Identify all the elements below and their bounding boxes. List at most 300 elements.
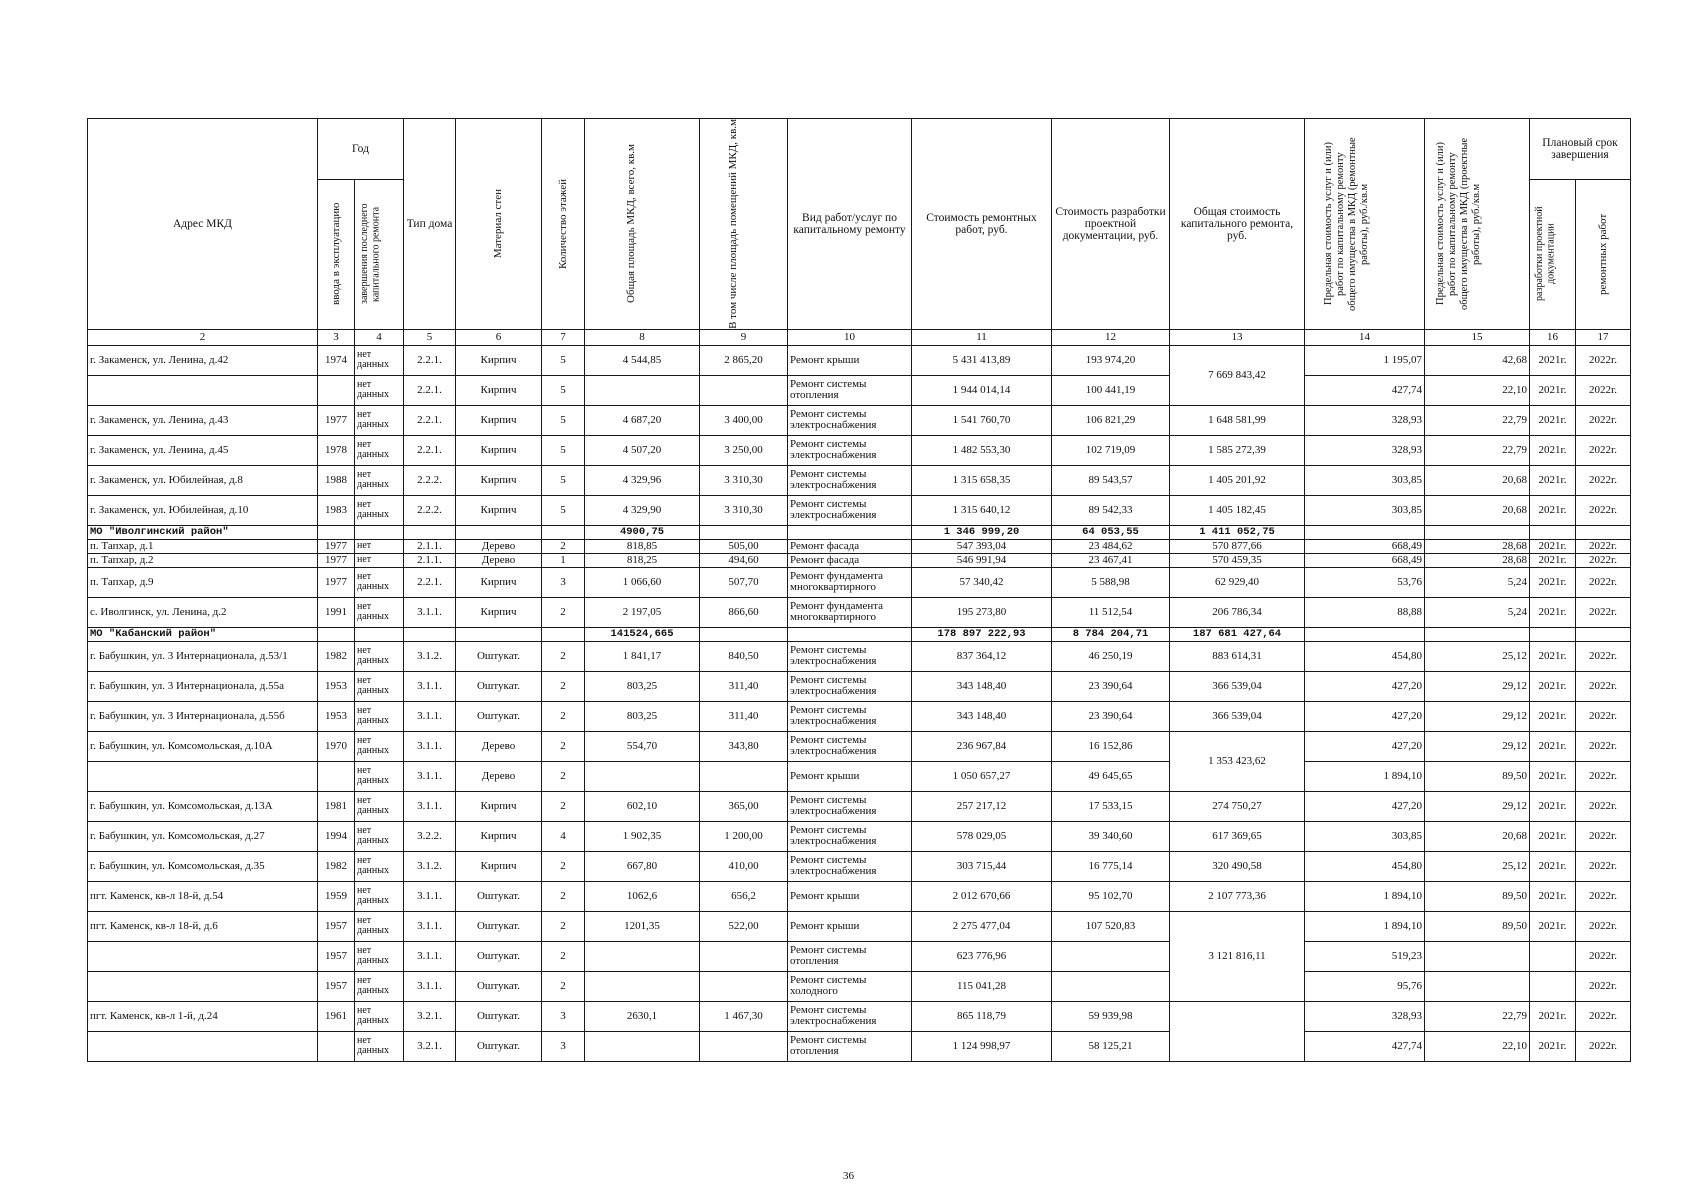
repair-cost-cell: 547 393,04 bbox=[912, 539, 1052, 553]
table-row bbox=[88, 641, 1631, 671]
total-cost-cell: 274 750,27 bbox=[1170, 791, 1305, 821]
empty-cell bbox=[1530, 627, 1576, 641]
floors-cell: 2 bbox=[542, 761, 585, 791]
premises-area-cell: 2 865,20 bbox=[700, 345, 788, 375]
total-area-cell: 803,25 bbox=[585, 671, 700, 701]
wall-material-cell: Кирпич bbox=[456, 567, 542, 597]
year-commission-cell bbox=[318, 761, 355, 791]
table-row bbox=[88, 731, 1631, 761]
repair-cost-cell: 303 715,44 bbox=[912, 851, 1052, 881]
repair-cost-cell: 623 776,96 bbox=[912, 941, 1052, 971]
limit-repair-cell: 427,20 bbox=[1305, 731, 1425, 761]
limit-repair-cell: 95,76 bbox=[1305, 971, 1425, 1001]
limit-design-cell: 28,68 bbox=[1425, 539, 1530, 553]
total-cost-cell: 320 490,58 bbox=[1170, 851, 1305, 881]
design-cost-cell: 102 719,09 bbox=[1052, 435, 1170, 465]
wall-material-cell: Дерево bbox=[456, 761, 542, 791]
work-type-cell: Ремонт системы электроснабжения bbox=[788, 465, 912, 495]
year-last-repair-cell: нет данных bbox=[355, 761, 404, 791]
year-commission-cell: 1957 bbox=[318, 971, 355, 1001]
year-commission-cell: 1982 bbox=[318, 851, 355, 881]
capital-repair-register bbox=[87, 118, 1631, 1062]
empty-cell bbox=[1425, 525, 1530, 539]
limit-design-cell bbox=[1425, 941, 1530, 971]
repair-cost-cell: 578 029,05 bbox=[912, 821, 1052, 851]
planned-design-cell: 2021г. bbox=[1530, 345, 1576, 375]
wall-material-cell: Дерево bbox=[456, 553, 542, 567]
limit-design-cell: 25,12 bbox=[1425, 641, 1530, 671]
table-row bbox=[88, 791, 1631, 821]
total-cost-cell: 366 539,04 bbox=[1170, 671, 1305, 701]
empty-cell bbox=[355, 525, 404, 539]
empty-cell bbox=[542, 627, 585, 641]
house-type-cell: 2.2.2. bbox=[404, 465, 456, 495]
floors-cell: 5 bbox=[542, 375, 585, 405]
col-header-planned-repair: ремонтных работ bbox=[1576, 179, 1631, 329]
limit-design-cell: 20,68 bbox=[1425, 495, 1530, 525]
column-number: 6 bbox=[456, 329, 542, 345]
work-type-cell: Ремонт системы электроснабжения bbox=[788, 791, 912, 821]
table-row bbox=[88, 671, 1631, 701]
group-total-area: 141524,665 bbox=[585, 627, 700, 641]
group-total-cost: 1 411 052,75 bbox=[1170, 525, 1305, 539]
limit-repair-cell: 1 195,07 bbox=[1305, 345, 1425, 375]
year-last-repair-cell: нет данных bbox=[355, 911, 404, 941]
group-total-cost: 187 681 427,64 bbox=[1170, 627, 1305, 641]
table-row bbox=[88, 1001, 1631, 1031]
planned-design-cell: 2021г. bbox=[1530, 851, 1576, 881]
wall-material-cell: Кирпич bbox=[456, 405, 542, 435]
limit-design-cell: 20,68 bbox=[1425, 821, 1530, 851]
wall-material-cell: Кирпич bbox=[456, 435, 542, 465]
year-commission-cell: 1974 bbox=[318, 345, 355, 375]
table-row bbox=[88, 405, 1631, 435]
premises-area-cell: 3 400,00 bbox=[700, 405, 788, 435]
repair-cost-cell: 1 541 760,70 bbox=[912, 405, 1052, 435]
planned-design-cell: 2021г. bbox=[1530, 731, 1576, 761]
work-type-cell: Ремонт крыши bbox=[788, 911, 912, 941]
limit-design-cell: 89,50 bbox=[1425, 881, 1530, 911]
year-last-repair-cell: нет данных bbox=[355, 465, 404, 495]
wall-material-cell: Оштукат. bbox=[456, 671, 542, 701]
limit-repair-cell: 427,20 bbox=[1305, 701, 1425, 731]
house-type-cell: 3.1.2. bbox=[404, 851, 456, 881]
house-type-cell: 3.1.1. bbox=[404, 911, 456, 941]
work-type-cell: Ремонт системы отопления bbox=[788, 1031, 912, 1061]
limit-design-cell: 28,68 bbox=[1425, 553, 1530, 567]
total-cost-cell: 570 877,66 bbox=[1170, 539, 1305, 553]
planned-repair-cell: 2022г. bbox=[1576, 941, 1631, 971]
limit-repair-cell: 668,49 bbox=[1305, 539, 1425, 553]
year-commission-cell: 1991 bbox=[318, 597, 355, 627]
repair-cost-cell: 343 148,40 bbox=[912, 701, 1052, 731]
wall-material-cell: Кирпич bbox=[456, 597, 542, 627]
column-number: 5 bbox=[404, 329, 456, 345]
year-commission-cell: 1977 bbox=[318, 567, 355, 597]
limit-repair-cell: 1 894,10 bbox=[1305, 761, 1425, 791]
planned-design-cell: 2021г. bbox=[1530, 1031, 1576, 1061]
house-type-cell: 2.2.1. bbox=[404, 567, 456, 597]
municipality-group-row bbox=[88, 627, 1631, 641]
col-header-limit-design: Предельная стоимость услуг и (или) работ по капитальному ремонту общего имущества в МКД (проектные работы), руб./кв.м bbox=[1425, 119, 1530, 330]
header-row-1 bbox=[88, 119, 1631, 180]
column-number: 12 bbox=[1052, 329, 1170, 345]
address-cell: г. Закаменск, ул. Ленина, д.43 bbox=[88, 405, 318, 435]
premises-area-cell: 505,00 bbox=[700, 539, 788, 553]
house-type-cell: 3.2.1. bbox=[404, 1031, 456, 1061]
total-area-cell: 2 197,05 bbox=[585, 597, 700, 627]
total-area-cell bbox=[585, 941, 700, 971]
address-cell: г. Закаменск, ул. Ленина, д.45 bbox=[88, 435, 318, 465]
limit-design-cell: 22,10 bbox=[1425, 1031, 1530, 1061]
empty-cell bbox=[1425, 627, 1530, 641]
group-design-cost: 64 053,55 bbox=[1052, 525, 1170, 539]
work-type-cell: Ремонт системы электроснабжения bbox=[788, 731, 912, 761]
planned-repair-cell: 2022г. bbox=[1576, 791, 1631, 821]
total-area-cell: 602,10 bbox=[585, 791, 700, 821]
repair-cost-cell: 1 124 998,97 bbox=[912, 1031, 1052, 1061]
planned-repair-cell: 2022г. bbox=[1576, 701, 1631, 731]
wall-material-cell: Оштукат. bbox=[456, 641, 542, 671]
limit-design-cell: 22,79 bbox=[1425, 435, 1530, 465]
empty-cell bbox=[1305, 525, 1425, 539]
house-type-cell: 3.1.1. bbox=[404, 597, 456, 627]
address-cell bbox=[88, 971, 318, 1001]
year-last-repair-cell: нет данных bbox=[355, 881, 404, 911]
column-number: 11 bbox=[912, 329, 1052, 345]
premises-area-cell: 1 200,00 bbox=[700, 821, 788, 851]
year-last-repair-cell: нет данных bbox=[355, 971, 404, 1001]
empty-cell bbox=[1305, 627, 1425, 641]
design-cost-cell: 89 543,57 bbox=[1052, 465, 1170, 495]
work-type-cell: Ремонт системы электроснабжения bbox=[788, 851, 912, 881]
repair-cost-cell: 5 431 413,89 bbox=[912, 345, 1052, 375]
total-cost-cell: 570 459,35 bbox=[1170, 553, 1305, 567]
house-type-cell: 3.1.1. bbox=[404, 941, 456, 971]
address-cell: г. Бабушкин, ул. 3 Интернационала, д.55б bbox=[88, 701, 318, 731]
premises-area-cell bbox=[700, 941, 788, 971]
total-cost-cell: 366 539,04 bbox=[1170, 701, 1305, 731]
floors-cell: 3 bbox=[542, 1001, 585, 1031]
address-cell: г. Закаменск, ул. Юбилейная, д.8 bbox=[88, 465, 318, 495]
table-row bbox=[88, 821, 1631, 851]
premises-area-cell: 365,00 bbox=[700, 791, 788, 821]
repair-cost-cell: 546 991,94 bbox=[912, 553, 1052, 567]
work-type-cell: Ремонт системы электроснабжения bbox=[788, 435, 912, 465]
work-type-cell: Ремонт системы электроснабжения bbox=[788, 495, 912, 525]
empty-cell bbox=[1576, 525, 1631, 539]
table-row bbox=[88, 761, 1631, 791]
wall-material-cell: Кирпич bbox=[456, 791, 542, 821]
total-cost-cell: 7 669 843,42 bbox=[1170, 345, 1305, 405]
repair-cost-cell: 1 315 640,12 bbox=[912, 495, 1052, 525]
floors-cell: 2 bbox=[542, 941, 585, 971]
total-area-cell: 4 544,85 bbox=[585, 345, 700, 375]
planned-repair-cell: 2022г. bbox=[1576, 761, 1631, 791]
planned-design-cell: 2021г. bbox=[1530, 701, 1576, 731]
floors-cell: 2 bbox=[542, 971, 585, 1001]
year-commission-cell: 1953 bbox=[318, 701, 355, 731]
premises-area-cell: 311,40 bbox=[700, 671, 788, 701]
limit-repair-cell: 1 894,10 bbox=[1305, 911, 1425, 941]
wall-material-cell: Оштукат. bbox=[456, 941, 542, 971]
limit-design-cell: 29,12 bbox=[1425, 671, 1530, 701]
planned-repair-cell: 2022г. bbox=[1576, 465, 1631, 495]
col-header-planned-design: разработки проектной документации bbox=[1530, 179, 1576, 329]
column-number: 9 bbox=[700, 329, 788, 345]
design-cost-cell: 23 484,62 bbox=[1052, 539, 1170, 553]
table-row bbox=[88, 701, 1631, 731]
design-cost-cell: 16 152,86 bbox=[1052, 731, 1170, 761]
work-type-cell: Ремонт фундамента многоквартирного bbox=[788, 597, 912, 627]
address-cell: г. Бабушкин, ул. Комсомольская, д.35 bbox=[88, 851, 318, 881]
empty-cell bbox=[1576, 627, 1631, 641]
design-cost-cell: 100 441,19 bbox=[1052, 375, 1170, 405]
repair-cost-cell: 1 482 553,30 bbox=[912, 435, 1052, 465]
premises-area-cell: 656,2 bbox=[700, 881, 788, 911]
premises-area-cell: 3 310,30 bbox=[700, 465, 788, 495]
year-last-repair-cell: нет данных bbox=[355, 701, 404, 731]
limit-design-cell: 22,10 bbox=[1425, 375, 1530, 405]
repair-cost-cell: 257 217,12 bbox=[912, 791, 1052, 821]
limit-repair-cell: 328,93 bbox=[1305, 1001, 1425, 1031]
work-type-cell: Ремонт системы электроснабжения bbox=[788, 701, 912, 731]
total-area-cell bbox=[585, 1031, 700, 1061]
total-cost-cell: 2 107 773,36 bbox=[1170, 881, 1305, 911]
year-commission-cell: 1961 bbox=[318, 1001, 355, 1031]
address-cell: п. Тапхар, д.9 bbox=[88, 567, 318, 597]
repair-cost-cell: 115 041,28 bbox=[912, 971, 1052, 1001]
col-header-premises-area: В том числе площадь помещений МКД, кв.м bbox=[700, 119, 788, 330]
design-cost-cell: 16 775,14 bbox=[1052, 851, 1170, 881]
column-number: 3 bbox=[318, 329, 355, 345]
year-last-repair-cell: нет bbox=[355, 553, 404, 567]
limit-design-cell: 29,12 bbox=[1425, 791, 1530, 821]
limit-design-cell: 89,50 bbox=[1425, 911, 1530, 941]
limit-repair-cell: 53,76 bbox=[1305, 567, 1425, 597]
empty-cell bbox=[542, 525, 585, 539]
total-cost-cell: 206 786,34 bbox=[1170, 597, 1305, 627]
empty-cell bbox=[355, 627, 404, 641]
table-row bbox=[88, 597, 1631, 627]
table-row bbox=[88, 553, 1631, 567]
planned-repair-cell: 2022г. bbox=[1576, 405, 1631, 435]
house-type-cell: 3.1.1. bbox=[404, 701, 456, 731]
year-commission-cell: 1959 bbox=[318, 881, 355, 911]
design-cost-cell bbox=[1052, 941, 1170, 971]
wall-material-cell: Оштукат. bbox=[456, 911, 542, 941]
column-number: 2 bbox=[88, 329, 318, 345]
floors-cell: 2 bbox=[542, 731, 585, 761]
empty-cell bbox=[1530, 525, 1576, 539]
planned-repair-cell: 2022г. bbox=[1576, 731, 1631, 761]
premises-area-cell bbox=[700, 1031, 788, 1061]
house-type-cell: 2.2.1. bbox=[404, 405, 456, 435]
premises-area-cell: 522,00 bbox=[700, 911, 788, 941]
planned-design-cell: 2021г. bbox=[1530, 405, 1576, 435]
wall-material-cell: Оштукат. bbox=[456, 1031, 542, 1061]
col-header-work-type: Вид работ/услуг по капитальному ремонту bbox=[788, 119, 912, 330]
total-area-cell: 4 329,96 bbox=[585, 465, 700, 495]
design-cost-cell: 107 520,83 bbox=[1052, 911, 1170, 941]
premises-area-cell: 343,80 bbox=[700, 731, 788, 761]
table-row bbox=[88, 375, 1631, 405]
repair-cost-cell: 2 012 670,66 bbox=[912, 881, 1052, 911]
column-number: 15 bbox=[1425, 329, 1530, 345]
premises-area-cell bbox=[700, 971, 788, 1001]
year-commission-cell: 1981 bbox=[318, 791, 355, 821]
year-commission-cell: 1977 bbox=[318, 539, 355, 553]
house-type-cell: 2.2.1. bbox=[404, 375, 456, 405]
year-last-repair-cell: нет данных bbox=[355, 567, 404, 597]
limit-design-cell: 29,12 bbox=[1425, 731, 1530, 761]
limit-design-cell: 89,50 bbox=[1425, 761, 1530, 791]
table-row bbox=[88, 911, 1631, 941]
total-area-cell: 1 902,35 bbox=[585, 821, 700, 851]
empty-cell bbox=[788, 525, 912, 539]
premises-area-cell: 840,50 bbox=[700, 641, 788, 671]
repair-cost-cell: 1 315 658,35 bbox=[912, 465, 1052, 495]
repair-cost-cell: 1 944 014,14 bbox=[912, 375, 1052, 405]
limit-repair-cell: 454,80 bbox=[1305, 641, 1425, 671]
planned-repair-cell: 2022г. bbox=[1576, 641, 1631, 671]
total-cost-cell: 617 369,65 bbox=[1170, 821, 1305, 851]
wall-material-cell: Оштукат. bbox=[456, 881, 542, 911]
total-area-cell bbox=[585, 761, 700, 791]
design-cost-cell: 59 939,98 bbox=[1052, 1001, 1170, 1031]
group-total-area: 4900,75 bbox=[585, 525, 700, 539]
floors-cell: 2 bbox=[542, 791, 585, 821]
total-cost-cell: 1 405 182,45 bbox=[1170, 495, 1305, 525]
year-last-repair-cell: нет данных bbox=[355, 1031, 404, 1061]
planned-design-cell: 2021г. bbox=[1530, 821, 1576, 851]
address-cell: г. Закаменск, ул. Юбилейная, д.10 bbox=[88, 495, 318, 525]
work-type-cell: Ремонт системы электроснабжения bbox=[788, 641, 912, 671]
wall-material-cell: Кирпич bbox=[456, 375, 542, 405]
municipality-group-row bbox=[88, 525, 1631, 539]
total-cost-cell: 883 614,31 bbox=[1170, 641, 1305, 671]
column-number: 16 bbox=[1530, 329, 1576, 345]
planned-design-cell bbox=[1530, 941, 1576, 971]
empty-cell bbox=[404, 525, 456, 539]
total-cost-cell: 1 405 201,92 bbox=[1170, 465, 1305, 495]
planned-design-cell: 2021г. bbox=[1530, 567, 1576, 597]
limit-design-cell: 42,68 bbox=[1425, 345, 1530, 375]
limit-repair-cell: 328,93 bbox=[1305, 435, 1425, 465]
year-last-repair-cell: нет данных bbox=[355, 405, 404, 435]
empty-cell bbox=[318, 627, 355, 641]
work-type-cell: Ремонт системы отопления bbox=[788, 375, 912, 405]
limit-repair-cell: 427,20 bbox=[1305, 671, 1425, 701]
total-area-cell bbox=[585, 971, 700, 1001]
total-area-cell bbox=[585, 375, 700, 405]
planned-repair-cell: 2022г. bbox=[1576, 375, 1631, 405]
wall-material-cell: Кирпич bbox=[456, 821, 542, 851]
column-number-row bbox=[88, 329, 1631, 345]
year-commission-cell: 1978 bbox=[318, 435, 355, 465]
year-last-repair-cell: нет данных bbox=[355, 597, 404, 627]
planned-design-cell: 2021г. bbox=[1530, 553, 1576, 567]
floors-cell: 5 bbox=[542, 405, 585, 435]
group-repair-cost: 1 346 999,20 bbox=[912, 525, 1052, 539]
limit-repair-cell: 427,74 bbox=[1305, 375, 1425, 405]
total-area-cell: 554,70 bbox=[585, 731, 700, 761]
house-type-cell: 3.1.1. bbox=[404, 671, 456, 701]
col-header-design-cost: Стоимость разработки проектной документации, руб. bbox=[1052, 119, 1170, 330]
total-cost-cell: 1 585 272,39 bbox=[1170, 435, 1305, 465]
table-row bbox=[88, 567, 1631, 597]
year-commission-cell: 1983 bbox=[318, 495, 355, 525]
floors-cell: 2 bbox=[542, 911, 585, 941]
design-cost-cell: 23 390,64 bbox=[1052, 701, 1170, 731]
column-number: 14 bbox=[1305, 329, 1425, 345]
col-header-total-area: Общая площадь МКД, всего, кв.м bbox=[585, 119, 700, 330]
limit-design-cell bbox=[1425, 971, 1530, 1001]
address-cell: г. Бабушкин, ул. Комсомольская, д.13А bbox=[88, 791, 318, 821]
limit-repair-cell: 303,85 bbox=[1305, 495, 1425, 525]
house-type-cell: 3.1.1. bbox=[404, 731, 456, 761]
planned-design-cell: 2021г. bbox=[1530, 1001, 1576, 1031]
limit-repair-cell: 427,74 bbox=[1305, 1031, 1425, 1061]
year-commission-cell bbox=[318, 375, 355, 405]
year-last-repair-cell: нет данных bbox=[355, 851, 404, 881]
premises-area-cell: 1 467,30 bbox=[700, 1001, 788, 1031]
premises-area-cell: 3 310,30 bbox=[700, 495, 788, 525]
house-type-cell: 2.1.1. bbox=[404, 539, 456, 553]
limit-repair-cell: 303,85 bbox=[1305, 465, 1425, 495]
work-type-cell: Ремонт системы электроснабжения bbox=[788, 1001, 912, 1031]
work-type-cell: Ремонт системы электроснабжения bbox=[788, 671, 912, 701]
year-last-repair-cell: нет данных bbox=[355, 375, 404, 405]
group-repair-cost: 178 897 222,93 bbox=[912, 627, 1052, 641]
repair-table bbox=[87, 118, 1631, 1062]
design-cost-cell: 46 250,19 bbox=[1052, 641, 1170, 671]
address-cell bbox=[88, 1031, 318, 1061]
total-cost-cell: 1 353 423,62 bbox=[1170, 731, 1305, 791]
design-cost-cell: 5 588,98 bbox=[1052, 567, 1170, 597]
address-cell: п. Тапхар, д.2 bbox=[88, 553, 318, 567]
floors-cell: 5 bbox=[542, 435, 585, 465]
year-commission-cell: 1953 bbox=[318, 671, 355, 701]
floors-cell: 2 bbox=[542, 597, 585, 627]
house-type-cell: 3.2.2. bbox=[404, 821, 456, 851]
year-last-repair-cell: нет данных bbox=[355, 641, 404, 671]
planned-design-cell bbox=[1530, 971, 1576, 1001]
table-row bbox=[88, 495, 1631, 525]
col-header-wall-material: Материал стен bbox=[456, 119, 542, 330]
work-type-cell: Ремонт крыши bbox=[788, 881, 912, 911]
work-type-cell: Ремонт фасада bbox=[788, 539, 912, 553]
premises-area-cell: 866,60 bbox=[700, 597, 788, 627]
limit-repair-cell: 303,85 bbox=[1305, 821, 1425, 851]
planned-design-cell: 2021г. bbox=[1530, 435, 1576, 465]
col-header-floors: Количество этажей bbox=[542, 119, 585, 330]
planned-repair-cell: 2022г. bbox=[1576, 971, 1631, 1001]
planned-design-cell: 2021г. bbox=[1530, 791, 1576, 821]
repair-cost-cell: 343 148,40 bbox=[912, 671, 1052, 701]
planned-repair-cell: 2022г. bbox=[1576, 597, 1631, 627]
total-area-cell: 1201,35 bbox=[585, 911, 700, 941]
limit-design-cell: 22,79 bbox=[1425, 1001, 1530, 1031]
year-commission-cell: 1977 bbox=[318, 405, 355, 435]
wall-material-cell: Оштукат. bbox=[456, 1001, 542, 1031]
empty-cell bbox=[788, 627, 912, 641]
wall-material-cell: Дерево bbox=[456, 539, 542, 553]
floors-cell: 3 bbox=[542, 1031, 585, 1061]
table-row bbox=[88, 345, 1631, 375]
limit-design-cell: 22,79 bbox=[1425, 405, 1530, 435]
table-row bbox=[88, 1031, 1631, 1061]
